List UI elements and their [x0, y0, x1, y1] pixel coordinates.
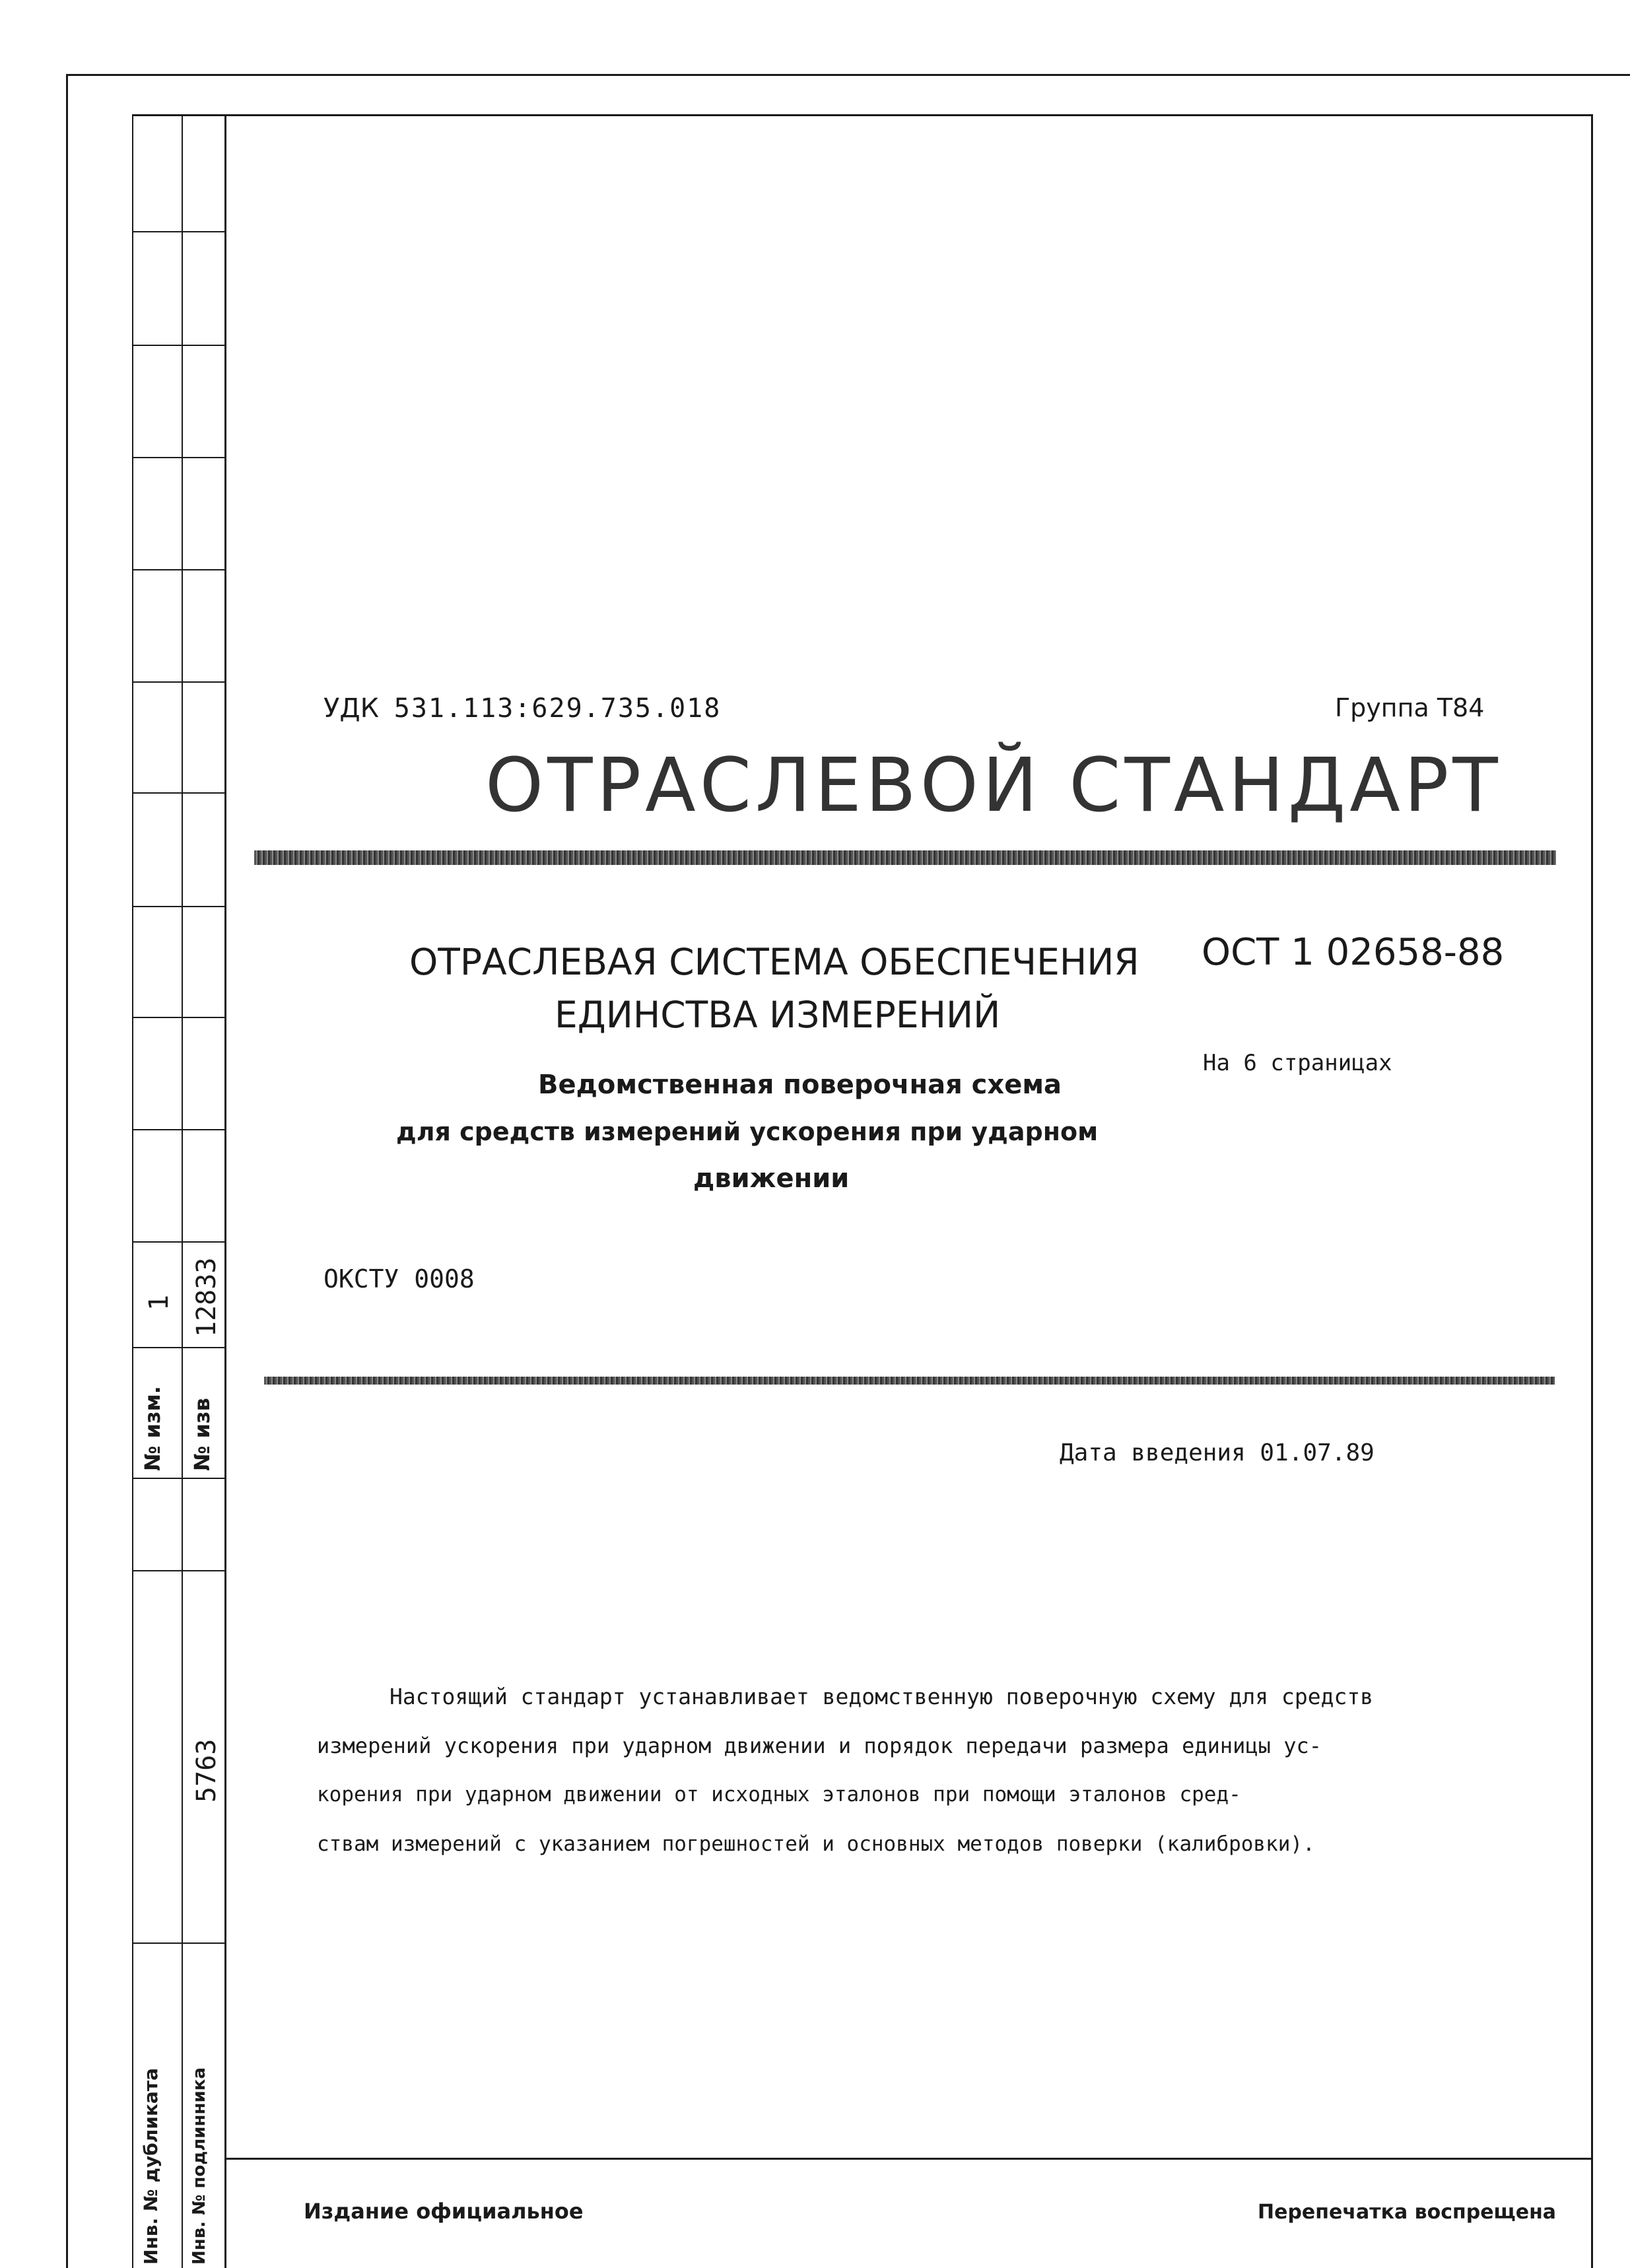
- footer-reprint-prohibited: Перепечатка воспрещена: [1258, 2201, 1557, 2224]
- stamp-inv-duplicate-label: Инв. № дубликата: [140, 2068, 162, 2265]
- stamp-notice-label: № изв: [189, 1398, 215, 1471]
- stamp-col-line-2: [182, 114, 183, 2268]
- standard-designation: ОСТ 1 02658-88: [1202, 931, 1505, 974]
- stamp-row-line: [132, 1478, 226, 1479]
- page-border-top: [66, 74, 1630, 76]
- stamp-row-line: [132, 1017, 226, 1018]
- stamp-col-line-1: [132, 114, 133, 2268]
- udk-value: 531.113:629.735.018: [393, 693, 722, 724]
- subtitle-line-2: для средств измерений ускорения при ударном: [396, 1117, 1099, 1146]
- body-line-1: Настоящий стандарт устанавливает ведомственную поверочную схему для средств: [390, 1684, 1374, 1709]
- title-rule: [254, 850, 1556, 865]
- subtitle-line-1: Ведомственная поверочная схема: [538, 1070, 1062, 1100]
- stamp-row-line: [132, 569, 226, 570]
- footer-official-edition: Издание официальное: [304, 2199, 584, 2224]
- subtitle-line-3: движении: [693, 1163, 850, 1194]
- body-line-4: ствам измерений с указанием погрешностей и основных методов поверки (калибровки).: [317, 1832, 1315, 1856]
- stamp-row-line: [132, 1570, 226, 1571]
- stamp-row-line: [132, 345, 226, 346]
- introduction-date: Дата введения 01.07.89: [1060, 1439, 1375, 1466]
- group-label: Группа Т84: [1335, 693, 1485, 722]
- page-border-left: [66, 74, 68, 2268]
- stamp-row-line: [132, 457, 226, 458]
- stamp-row-line: [132, 231, 226, 232]
- stamp-inv-original-label: Инв. № подлинника: [189, 2067, 209, 2265]
- system-line-2: ЕДИНСТВА ИЗМЕРЕНИЙ: [555, 994, 1001, 1036]
- stamp-row-line: [132, 906, 226, 907]
- stamp-row-line: [132, 1241, 226, 1243]
- stamp-row-line: [132, 1942, 226, 1944]
- frame-footer-line: [224, 2158, 1593, 2160]
- document-title: ОТРАСЛЕВОЙ СТАНДАРТ: [485, 743, 1502, 829]
- system-line-1: ОТРАСЛЕВАЯ СИСТЕМА ОБЕСПЕЧЕНИЯ: [409, 941, 1139, 983]
- stamp-inv-number: 5763: [191, 1738, 222, 1803]
- frame-top: [132, 114, 1593, 116]
- stamp-row-line: [132, 792, 226, 794]
- body-line-3: корения при ударном движении от исходных эталонов при помощи эталонов сред-: [317, 1783, 1241, 1806]
- udk-label: УДК: [323, 693, 380, 724]
- frame-left: [224, 114, 226, 2268]
- stamp-row-line: [132, 681, 226, 683]
- stamp-change-label: № изм.: [140, 1386, 165, 1471]
- body-line-2: измерений ускорения при ударном движении и порядок передачи размера единицы ус-: [317, 1733, 1322, 1758]
- udk-line: [323, 693, 721, 724]
- stamp-notice-number: 12833: [191, 1257, 222, 1337]
- stamp-change-number: 1: [144, 1294, 174, 1311]
- stamp-row-line: [132, 1129, 226, 1130]
- oksty-code: ОКСТУ 0008: [323, 1264, 475, 1293]
- pages-note: На 6 страницах: [1203, 1050, 1392, 1076]
- section-rule: [264, 1377, 1555, 1385]
- stamp-row-line: [132, 1347, 226, 1348]
- frame-right: [1591, 114, 1593, 2268]
